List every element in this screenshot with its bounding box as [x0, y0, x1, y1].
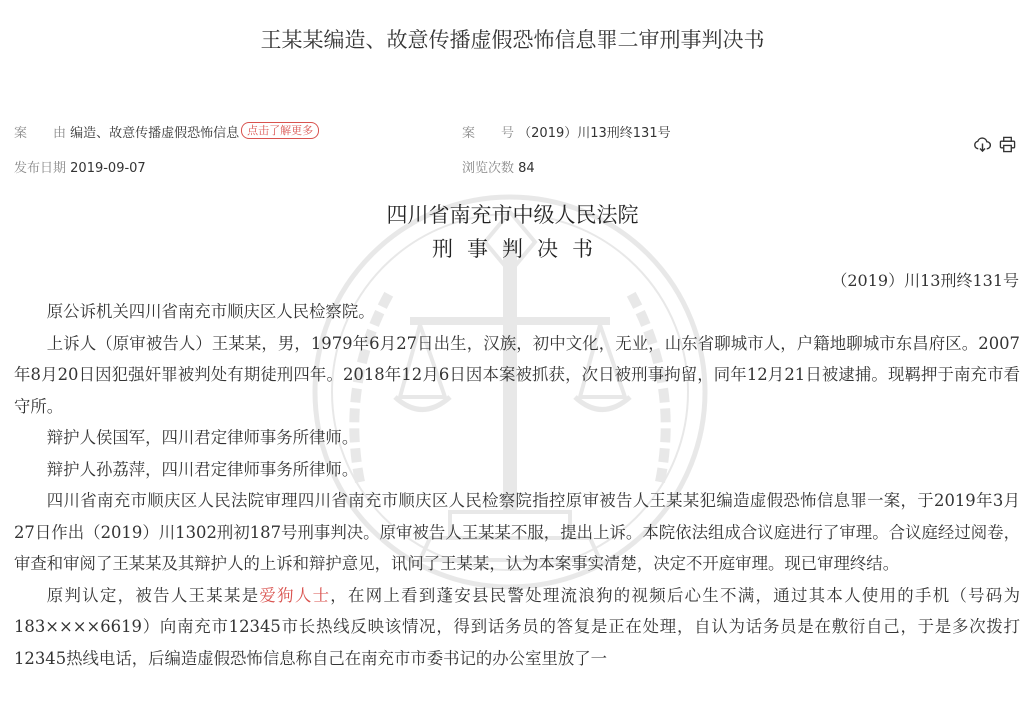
publish-date-label: 发布日期 [14, 161, 67, 176]
court-name: 四川省南充市中级人民法院 [386, 203, 639, 227]
publish-date [14, 157, 146, 176]
learn-more-button[interactable]: 点击了解更多 [241, 122, 319, 139]
case-number-label: 案 号 [462, 126, 515, 141]
document-type: 刑事判决书 [432, 237, 607, 261]
print-icon[interactable] [999, 136, 1016, 153]
case-number [462, 122, 671, 141]
paragraph-defender-2: 辩护人孙荔萍，四川君定律师事务所律师。 [46, 459, 359, 479]
document-number: （2019）川13刑终131号 [831, 271, 1019, 290]
view-count-value: 84 [518, 161, 535, 176]
view-count-label: 浏览次数 [462, 161, 515, 176]
case-cause-value: 编造、故意传播虚假恐怖信息 [70, 126, 240, 141]
publish-date-value: 2019-09-07 [70, 161, 146, 176]
paragraph-procedure: 四川省南充市顺庆区人民法院审理四川省南充市顺庆区人民检察院指控原审被告人王某某犯编造虚假恐怖信息罪一案，于2019年3月27日作出（2019）川1302刑初187号刑事判决。原审被告人王某某不服，提出上诉。本院依法组成合议庭进行了审理。合议庭经过阅卷，审查和审阅了王某某及其辩护人的上诉和辩护意见，讯问了王某某，认为本案事实清楚，决定不开庭审理。现已审理终结。 [14, 491, 1020, 573]
highlighted-keyword[interactable]: 爱狗人士 [259, 585, 331, 605]
finding-text-before: 原判认定，被告人王某某是 [46, 585, 260, 605]
page-title: 王某某编造、故意传播虚假恐怖信息罪二审刑事判决书 [260, 28, 765, 52]
case-number-value: （2019）川13刑终131号 [518, 126, 671, 141]
paragraph-prosecutor: 原公诉机关四川省南充市顺庆区人民检察院。 [46, 302, 375, 321]
case-cause [14, 122, 319, 142]
toolbar [974, 136, 1016, 153]
paragraph-original-finding [14, 580, 1020, 675]
finding-text-after: ，在网上看到蓬安县民警处理流浪狗的视频后心生不满，通过其本人使用的手机（号码为183××××6619）向南充市12345市长热线反映该情况，得到话务员的答复是正在处理，自认为话务员是在敷衍自己，于是多次拨打12345热线电话，后编造虚假恐怖信息称自己在南充市市委书记的办公室里放了一 [14, 585, 1020, 668]
case-cause-label: 案 由 [14, 126, 67, 141]
download-icon[interactable] [974, 136, 991, 153]
paragraph-appellant: 上诉人（原审被告人）王某某，男，1979年6月27日出生，汉族，初中文化，无业，山东省聊城市人，户籍地聊城市东昌府区。2007年8月20日因犯强奸罪被判处有期徒刑四年。2018年12月6日因本案被抓获，次日被刑事拘留，同年12月21日被逮捕。现羁押于南充市看守所。 [14, 333, 1020, 416]
view-count [462, 157, 535, 176]
paragraph-defender-1: 辩护人侯国军，四川君定律师事务所律师。 [46, 428, 359, 447]
document-body [14, 296, 1020, 674]
